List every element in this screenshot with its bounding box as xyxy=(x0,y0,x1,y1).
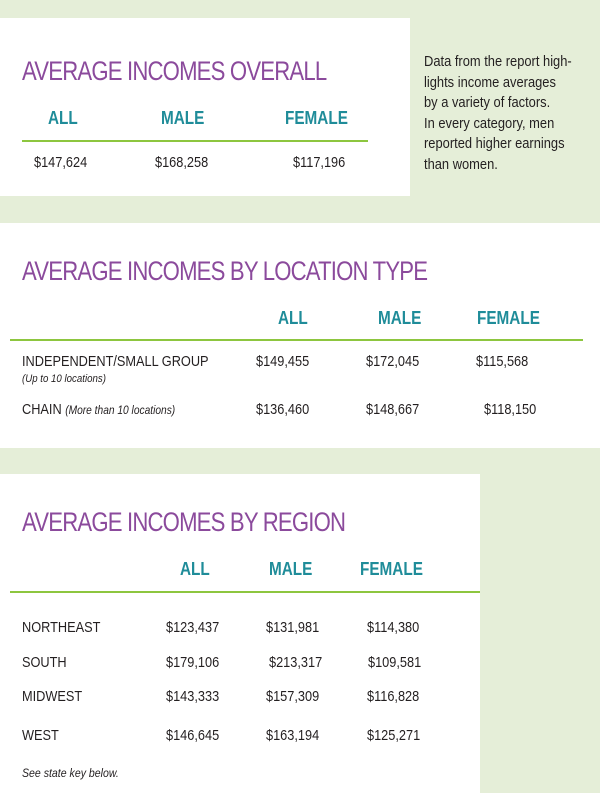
region-row-value-male: $163,194 xyxy=(266,727,320,744)
location-row-value-female: $118,150 xyxy=(484,401,537,418)
region-row-label: MIDWEST xyxy=(22,688,83,705)
location-row-label: INDEPENDENT/SMALL GROUP xyxy=(22,353,209,370)
region-header-female: FEMALE xyxy=(360,559,423,579)
overall-panel xyxy=(0,18,410,196)
note-line: In every category, men xyxy=(424,114,555,132)
region-row-value-female: $116,828 xyxy=(367,688,420,705)
report-note xyxy=(424,52,596,175)
overall-header-all: ALL xyxy=(48,108,78,128)
region-row-value-female: $109,581 xyxy=(368,654,422,671)
overall-value-all: $147,624 xyxy=(34,154,88,171)
region-row-label: NORTHEAST xyxy=(22,619,101,636)
region-row-value-all: $146,645 xyxy=(166,727,220,744)
region-row-label: SOUTH xyxy=(22,654,67,671)
region-title: AVERAGE INCOMES BY REGION xyxy=(22,507,346,537)
region-row-value-all: $123,437 xyxy=(166,619,220,636)
location-row-value-male: $172,045 xyxy=(366,353,420,370)
region-footnote: See state key below. xyxy=(22,766,119,780)
location-header-all: ALL xyxy=(278,308,308,328)
region-row-value-female: $114,380 xyxy=(367,619,420,636)
location-row-sublabel: (More than 10 locations) xyxy=(65,403,176,417)
location-row-value-male: $148,667 xyxy=(366,401,420,418)
location-row-label-text: CHAIN xyxy=(22,401,62,418)
location-divider xyxy=(10,339,583,341)
region-row-value-female: $125,271 xyxy=(367,727,421,744)
note-line: by a variety of factors. xyxy=(424,94,551,111)
region-row-value-all: $179,106 xyxy=(166,654,220,671)
region-row-value-all: $143,333 xyxy=(166,688,220,705)
note-line: Data from the report high- xyxy=(424,53,572,70)
region-row-label: WEST xyxy=(22,727,59,744)
region-panel xyxy=(0,474,480,793)
region-row-value-male: $131,981 xyxy=(266,619,320,636)
overall-title: AVERAGE INCOMES OVERALL xyxy=(22,56,327,86)
location-row-sublabel: (Up to 10 locations) xyxy=(22,373,106,385)
overall-header-female: FEMALE xyxy=(285,108,348,128)
region-header-male: MALE xyxy=(269,559,313,579)
note-line: lights income averages xyxy=(424,73,556,91)
location-title: AVERAGE INCOMES BY LOCATION TYPE xyxy=(22,256,428,286)
location-row-value-all: $136,460 xyxy=(256,401,310,418)
overall-divider xyxy=(22,140,368,142)
region-divider xyxy=(10,591,480,593)
location-row-value-all: $149,455 xyxy=(256,353,310,370)
note-line: reported higher earnings xyxy=(424,135,565,152)
region-row-value-male: $213,317 xyxy=(269,654,323,671)
overall-header-male: MALE xyxy=(161,108,205,128)
region-header-all: ALL xyxy=(180,559,210,579)
region-row-value-male: $157,309 xyxy=(266,688,320,705)
location-header-male: MALE xyxy=(378,308,422,328)
location-panel xyxy=(0,223,600,448)
note-line: than women. xyxy=(424,155,498,173)
overall-value-female: $117,196 xyxy=(293,154,346,171)
overall-value-male: $168,258 xyxy=(155,154,209,171)
location-row-label xyxy=(22,401,175,418)
location-row-value-female: $115,568 xyxy=(476,353,529,370)
location-header-female: FEMALE xyxy=(477,308,540,328)
